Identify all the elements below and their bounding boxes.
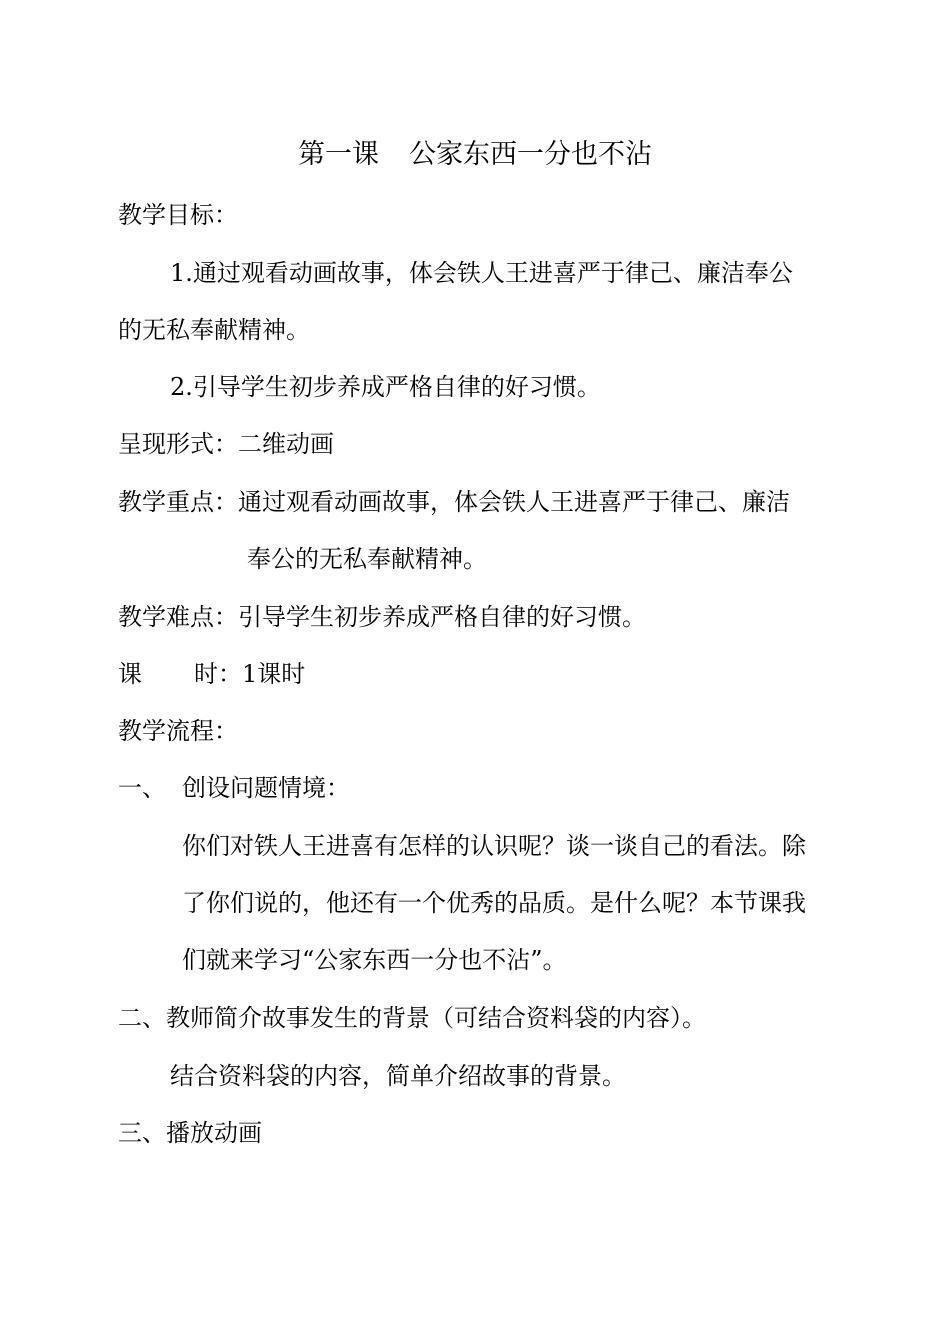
step-3-row (118, 1117, 262, 1149)
class-hours-label-a: 课 (118, 660, 142, 688)
step-1-heading: 创设问题情境： (182, 774, 350, 802)
key-points-label: 教学重点： (118, 488, 238, 516)
key-points-row (118, 486, 790, 518)
step-1-body-line-1: 你们对铁人王进喜有怎样的认识呢？谈一谈自己的看法。除 (182, 832, 806, 860)
objective-2: 2.引导学生初步养成严格自律的好习惯。 (170, 373, 601, 401)
step-1-body-line-3: 们就来学习“公家东西一分也不沾”。 (182, 946, 567, 974)
presentation-label: 呈现形式： (118, 430, 238, 458)
step-2-body-line-1: 结合资料袋的内容，简单介绍故事的背景。 (170, 1062, 626, 1090)
lesson-name: 公家东西一分也不沾 (409, 139, 652, 170)
presentation-row (118, 428, 334, 460)
process-label: 教学流程： (118, 717, 238, 745)
difficulties-row (118, 601, 646, 633)
class-hours-label-b: 时： (194, 660, 242, 688)
objective-1-line-2: 的无私奉献精神。 (118, 316, 310, 344)
step-1-number: 一、 (118, 774, 166, 802)
key-points-line-1: 通过观看动画故事，体会铁人王进喜严于律己、廉洁 (238, 488, 790, 516)
step-1-body-line-2: 了你们说的，他还有一个优秀的品质。是什么呢？本节课我 (182, 889, 806, 917)
lesson-number: 第一课 (298, 139, 379, 170)
class-hours-row (118, 658, 305, 690)
difficulties-value: 引导学生初步养成严格自律的好习惯。 (238, 603, 646, 631)
difficulties-label: 教学难点： (118, 603, 238, 631)
objectives-label: 教学目标： (118, 201, 238, 229)
step-2-row (118, 1002, 706, 1034)
step-2-heading: 教师简介故事发生的背景（可结合资料袋的内容）。 (166, 1004, 706, 1032)
key-points-line-2: 奉公的无私奉献精神。 (247, 545, 487, 573)
class-hours-value: 1课时 (242, 660, 306, 688)
step-3-number: 三、 (118, 1119, 166, 1147)
page-title (0, 138, 950, 172)
step-2-number: 二、 (118, 1004, 166, 1032)
step-3-heading: 播放动画 (166, 1119, 262, 1147)
presentation-value: 二维动画 (238, 430, 334, 458)
objective-1-line-1: 1.通过观看动画故事，体会铁人王进喜严于律己、廉洁奉公 (170, 259, 793, 287)
